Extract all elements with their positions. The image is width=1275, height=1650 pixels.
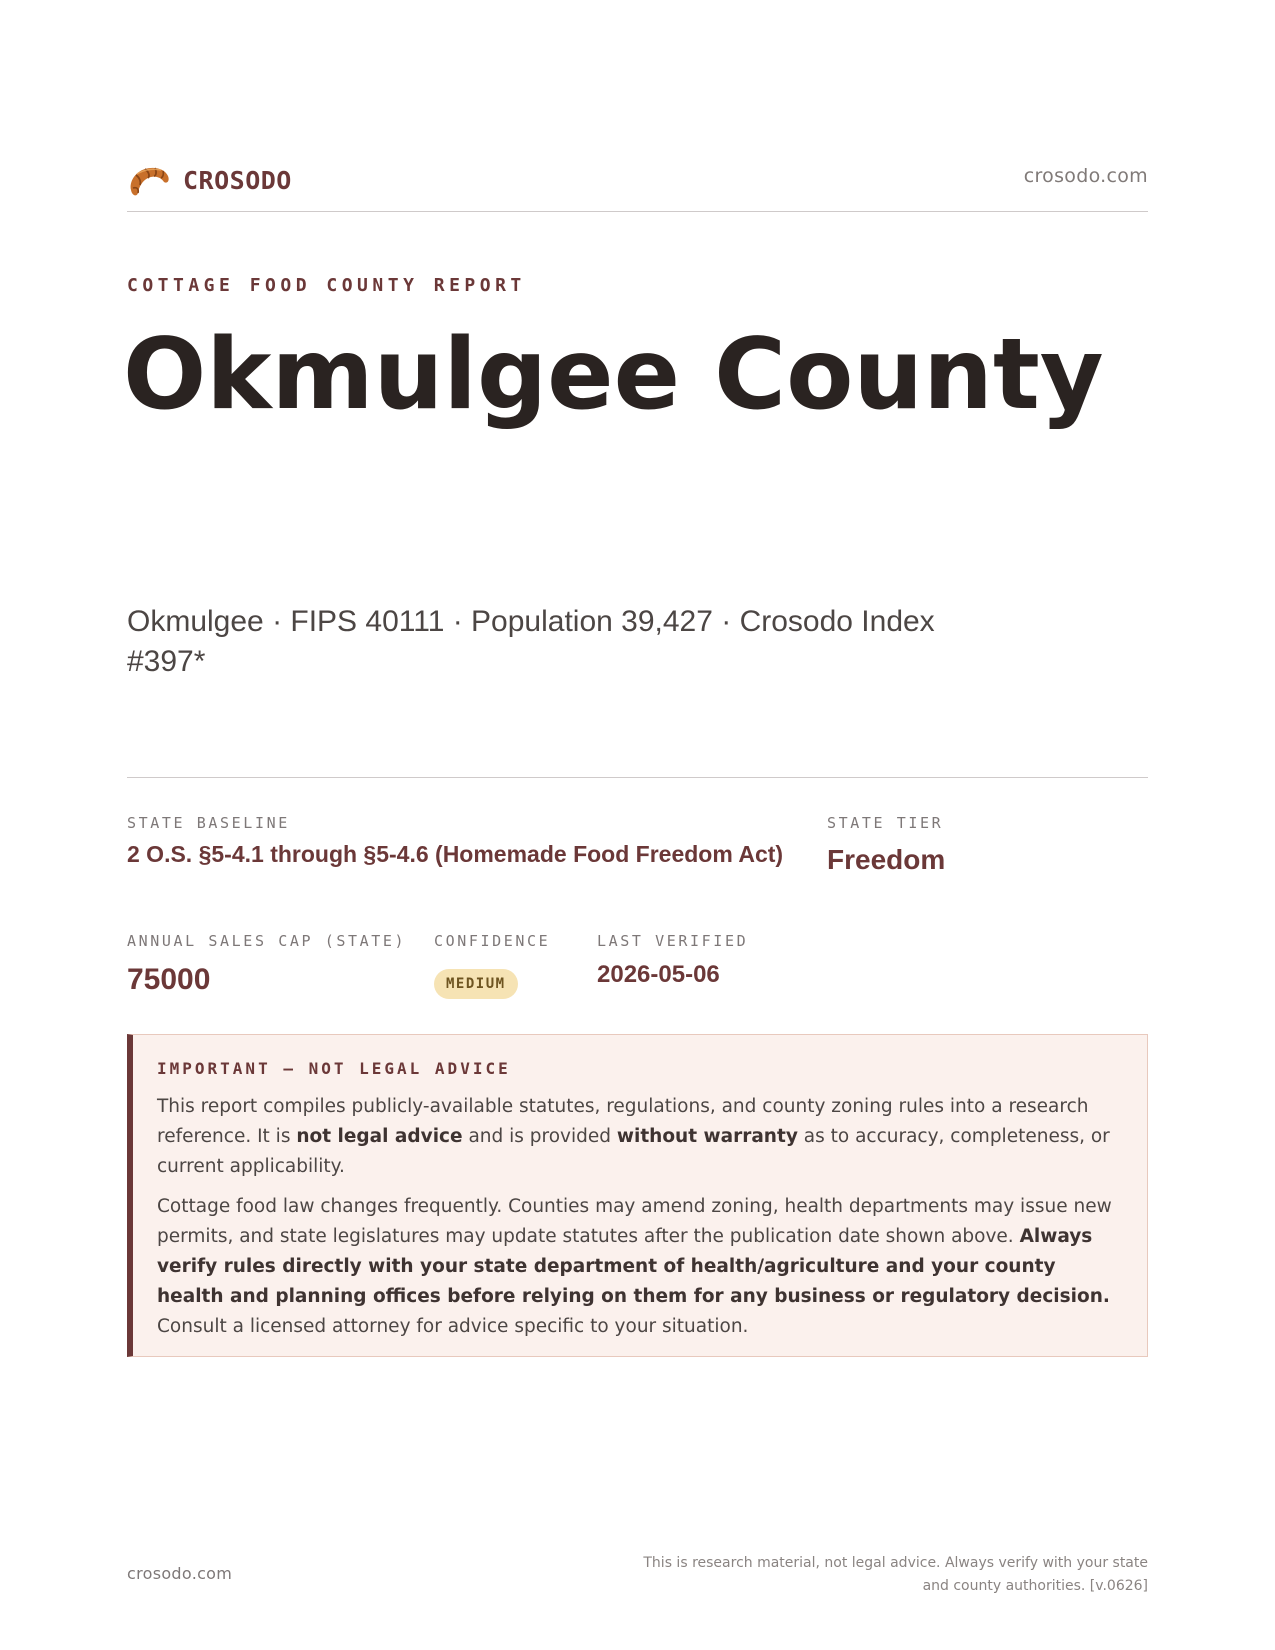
footer-site[interactable]: crosodo.com <box>127 1564 233 1583</box>
site-url[interactable]: crosodo.com <box>1023 165 1148 187</box>
notice-paragraph-1: This report compiles publicly-available statutes, regulations, and county zoning rules into a research reference. It is not legal advice and is provided without warranty as to accuracy, completeness, or current applicability. <box>157 1096 1110 1177</box>
brand[interactable] <box>127 160 292 200</box>
notice-title: IMPORTANT — NOT LEGAL ADVICE <box>157 1059 511 1078</box>
report-page <box>123 0 1148 1650</box>
sales-cap-value: 75000 <box>127 963 211 996</box>
state-baseline-value: 2 O.S. §5-4.1 through §5-4.6 (Homemade Food Freedom Act) <box>127 841 784 867</box>
county-summary: Okmulgee · FIPS 40111 · Population 39,427 · Crosodo Index #397* <box>127 605 935 678</box>
page-header <box>127 160 1148 212</box>
state-baseline-label: STATE BASELINE <box>127 814 290 832</box>
footer-disclaimer: This is research material, not legal advice. Always verify with your state and county authorities. [v.0626] <box>643 1555 1148 1594</box>
confidence-label: CONFIDENCE <box>434 932 551 950</box>
page-title: Okmulgee County <box>123 318 1104 432</box>
sales-cap-label: ANNUAL SALES CAP (STATE) <box>127 932 407 950</box>
state-tier-value: Freedom <box>827 844 946 875</box>
confidence-badge: MEDIUM <box>434 969 518 999</box>
legal-notice <box>127 1034 1148 1357</box>
report-eyebrow: COTTAGE FOOD COUNTY REPORT <box>127 275 526 296</box>
divider <box>127 777 1148 778</box>
notice-paragraph-2: Cottage food law changes frequently. Counties may amend zoning, health departments may issue new permits, and state legislatures may update statutes after the publication date shown above. Always verify rules directly with your state department of health/agriculture and your county health and planning offices before relying on them for any business or regulatory decision. Consult a licensed attorney for advice specific to your situation. <box>157 1196 1112 1337</box>
brand-name: CROSODO <box>183 165 292 195</box>
croissant-icon <box>127 160 171 200</box>
state-tier-label: STATE TIER <box>827 814 944 832</box>
last-verified-value: 2026-05-06 <box>597 961 720 988</box>
last-verified-label: LAST VERIFIED <box>597 932 749 950</box>
